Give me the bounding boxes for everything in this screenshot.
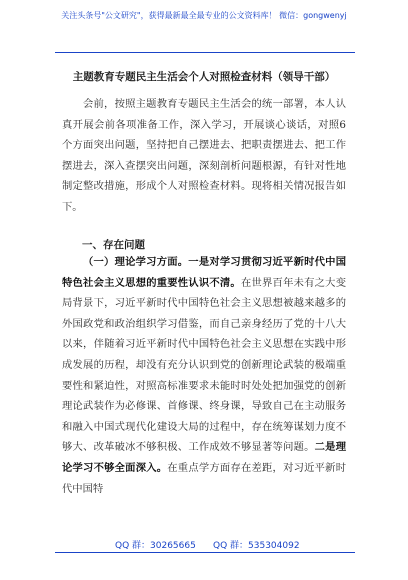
paragraph-body: 在世界百年未有之大变局背景下，习近平新时代中国特色社会主义思想被越来越多的外国政党和政治组织学习借鉴，而自己亲身经历了党的十八大以来，伴随着习近平新时代中国特色社会主义思想在实践中形成发展的历程，却没有充分认识到党的创新理论武装的极端重要性和紧迫性，对照高标准要求未能时时处处把加强党的创新理论武装作为必修课、首修课、终身课，导致自己在主动服务和融入中国式现代化建设大局的过程中，存在统筹谋划力度不够大、改革破冰不够积极、工作成效不够显著等问题。 — [62, 276, 347, 454]
document-title: 主题教育专题民主生活会个人对照检查材料（领导干部） — [72, 71, 336, 83]
intro-paragraph: 会前，按照主题教育专题民主生活会的统一部署，本人认真开展会前各项准备工作，深入学习，开展谈心谈话，对照6个方面突出问题，坚持把自己摆进去、把职责摆进去、把工作摆进去，深入查摆突出问题，深刻剖析问题根源，有针对性地制定整改措施，形成个人对照检查材料。现将相关情况报告如下。 — [62, 98, 346, 213]
footer-qq-group-2: QQ 群：535304092 — [213, 541, 300, 551]
footer-divider — [55, 552, 355, 553]
paragraph-tail: 在重点学方面存在差距，对习近平新时代中国特 — [62, 461, 347, 495]
section-heading: 一、存在问题 — [82, 239, 145, 251]
footer-qq-group-1: QQ 群：30265665 — [115, 541, 196, 551]
header-banner: 关注头条号"公文研究"，获得最新最全最专业的公文资料库！ 微信：gongwenyj — [61, 11, 347, 20]
paragraph-lead: （一）理论学习方面。一是对学习贯彻习近平新时代中国特色社会主义思想的重要性认识不清。 — [62, 256, 346, 289]
paragraph-lead-2: 二是理论学习不够全面深入。 — [62, 441, 347, 474]
header-divider — [55, 52, 355, 53]
theory-study-paragraph — [62, 252, 346, 499]
